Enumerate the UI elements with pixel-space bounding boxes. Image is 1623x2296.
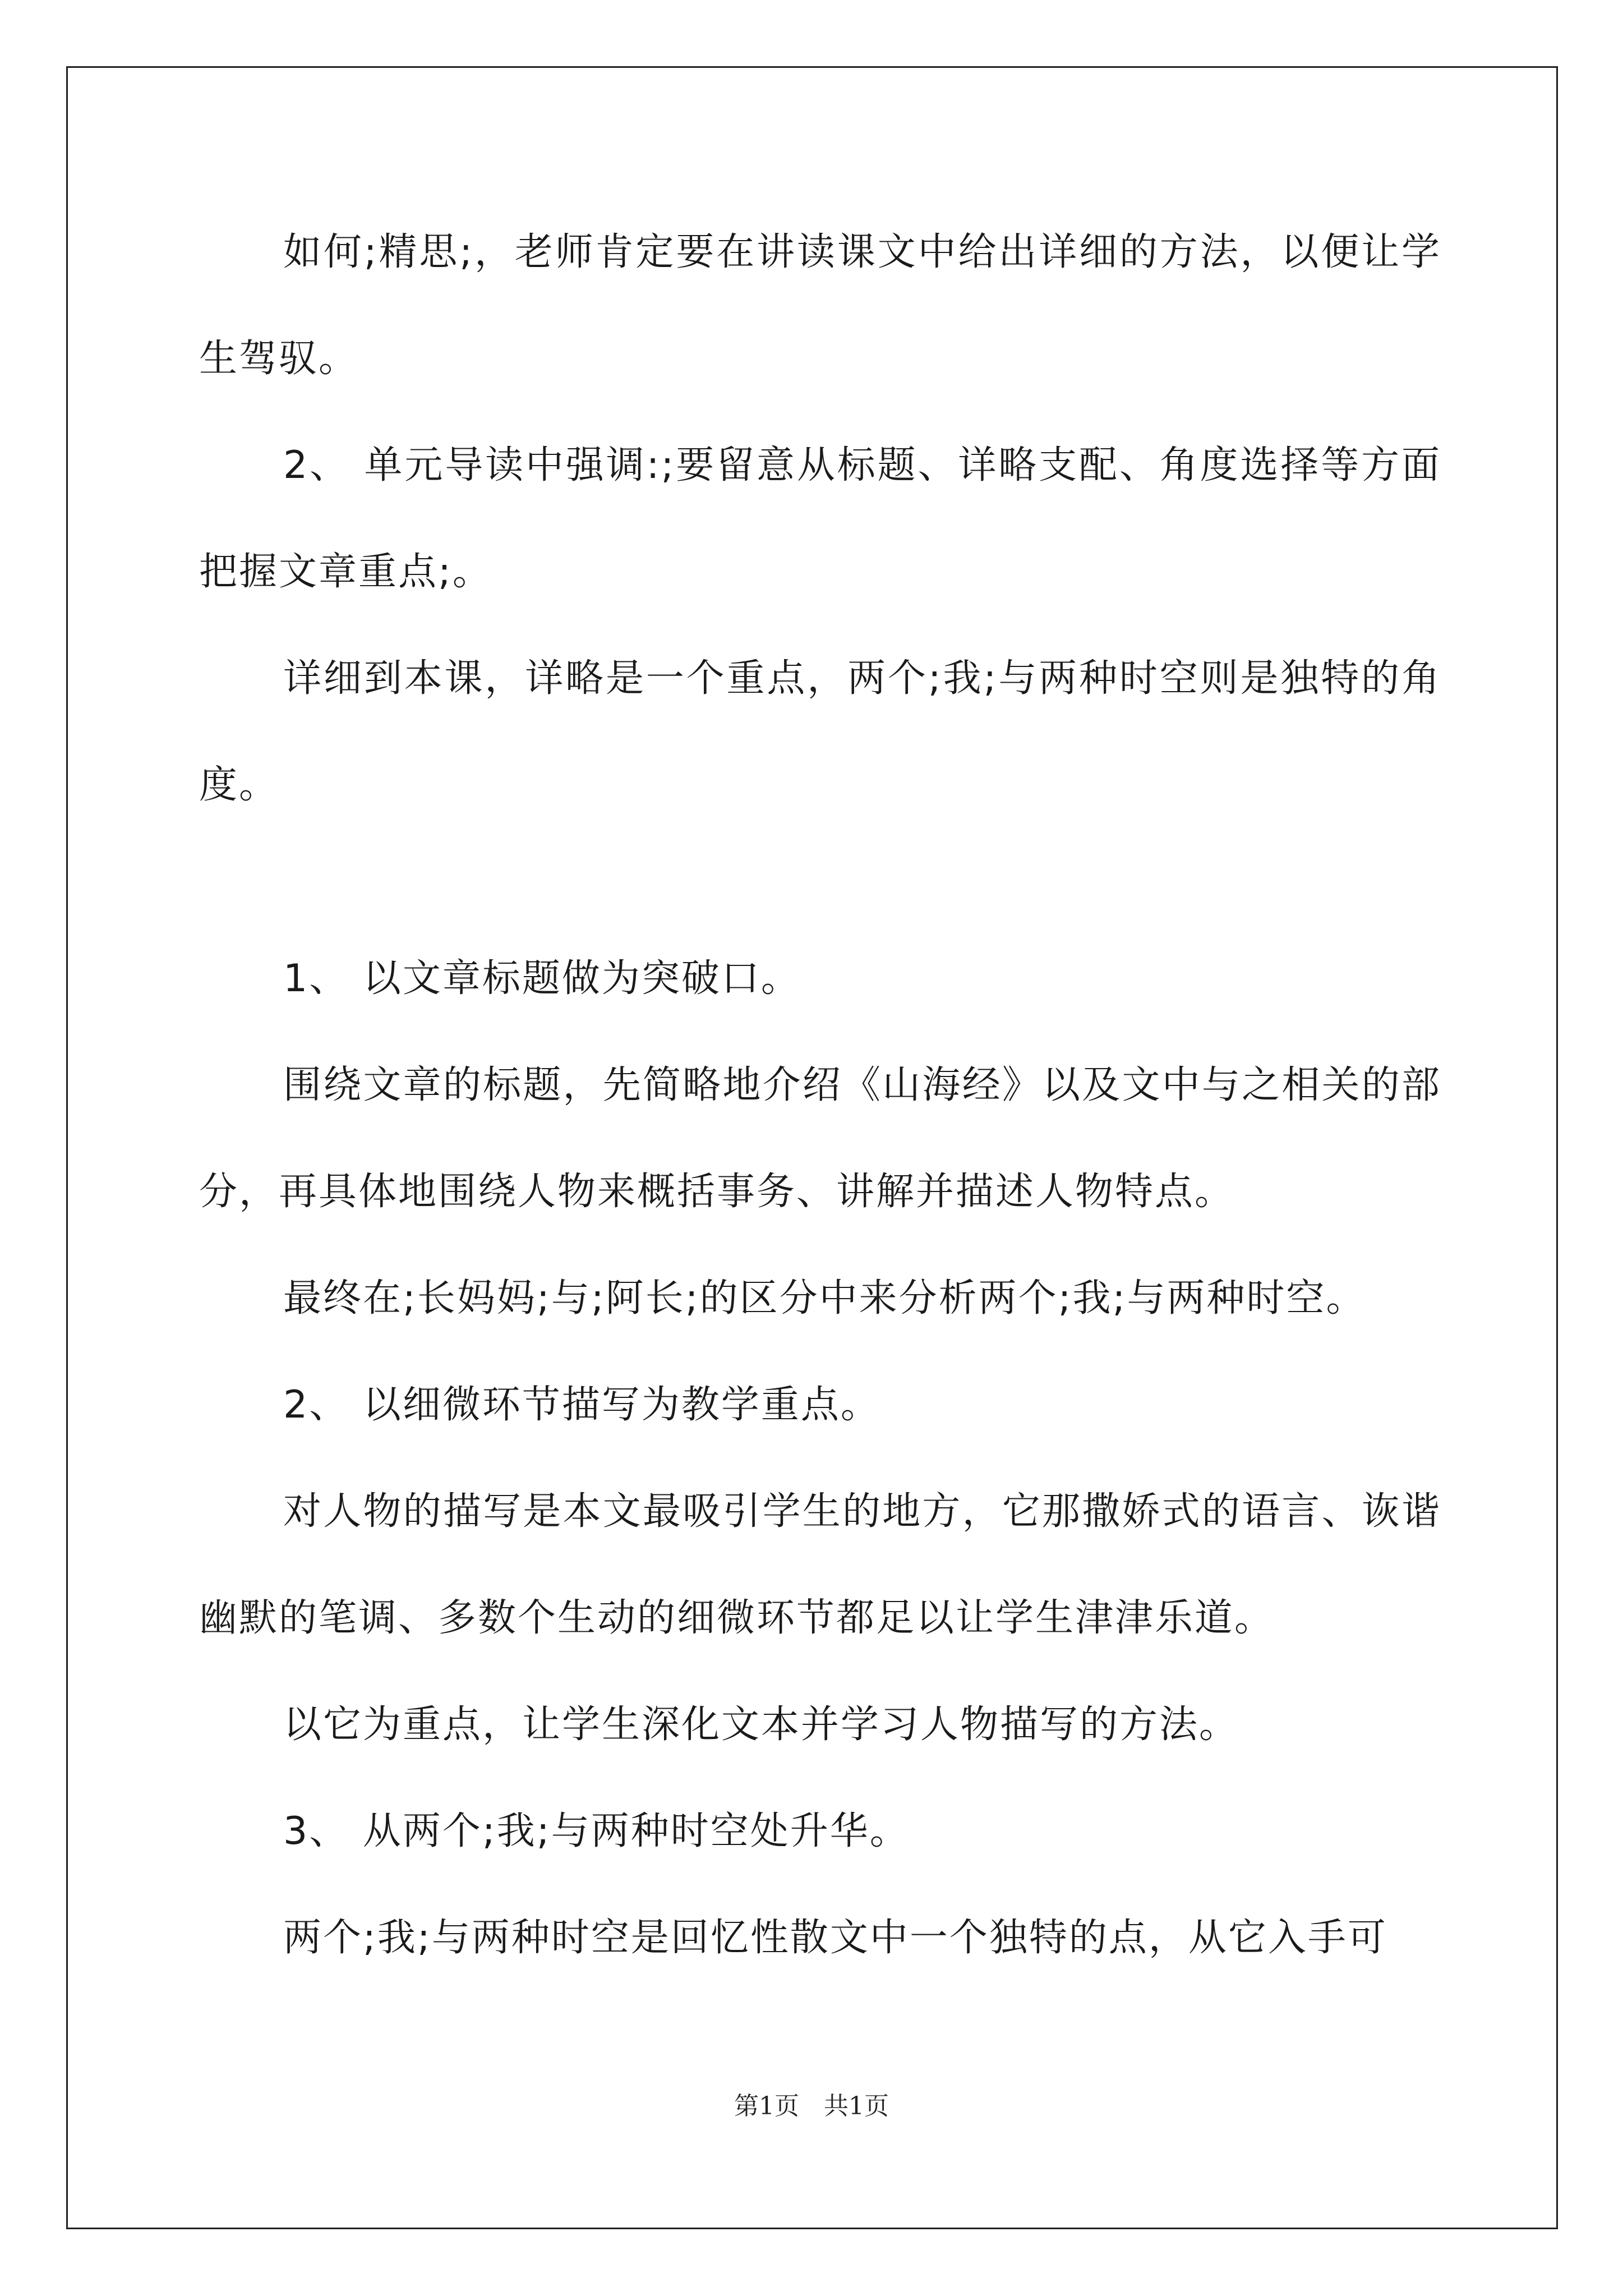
paragraph-6: 最终在;长妈妈;与;阿长;的区分中来分析两个;我;与两种时空。 [283,1276,1366,1320]
paragraph-11: 两个;我;与两种时空是回忆性散文中一个独特的点，从它入手可 [283,1916,1387,1960]
paragraph-8: 对人物的描写是本文最吸引学生的地方，它那撒娇式的语言、诙谐幽默的笔调、多数个生动的细微环节都足以让学生津津乐道。 [199,1489,1441,1640]
paragraph-2: 2、 单元导读中强调:;要留意从标题、详略支配、角度选择等方面把握文章重点;。 [199,443,1441,594]
paragraph-7: 2、 以细微环节描写为教学重点。 [283,1383,880,1427]
paragraph-4: 1、 以文章标题做为突破口。 [283,956,801,1001]
paragraph-5: 围绕文章的标题，先简略地介绍《山海经》以及文中与之相关的部分，再具体地围绕人物来概括事务、讲解并描述人物特点。 [199,1063,1441,1214]
paragraph-1: 如何;精思;，老师肯定要在讲读课文中给出详细的方法，以便让学生驾驭。 [199,230,1441,381]
paragraph-10: 3、 从两个;我;与两种时空处升华。 [283,1809,910,1853]
paragraph-3: 详细到本课，详略是一个重点，两个;我;与两种时空则是独特的角度。 [199,656,1441,807]
paragraph-9: 以它为重点，让学生深化文本并学习人物描写的方法。 [283,1703,1239,1747]
page-number: 第1页 共1页 [734,2092,889,2120]
